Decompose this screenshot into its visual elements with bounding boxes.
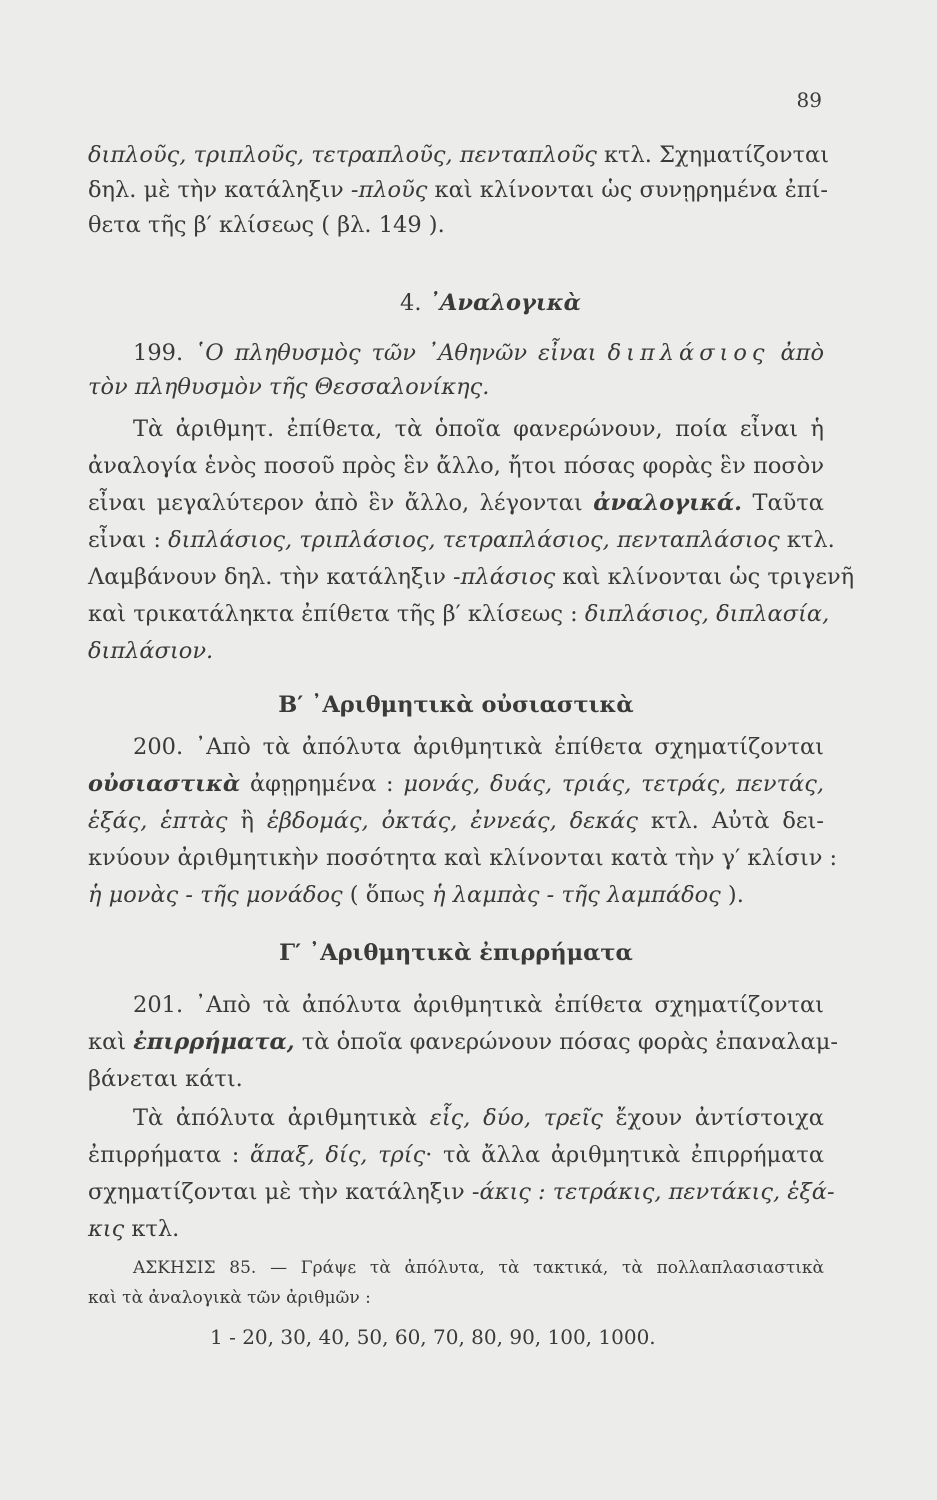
italic-word-list: διπλάσιος, τριπλάσιος, τετραπλάσιος, πενταπλάσιος: [168, 527, 780, 553]
text-line: [88, 562, 855, 592]
text-line: Τὰ ἀριθμητ. ἐπίθετα, τὰ ὁποῖα φανερώνουν, ποία εἶναι ἡ: [133, 416, 824, 442]
section-heading-b: Β′ ᾿Αριθμητικὰ οὐσιαστικὰ: [278, 692, 634, 718]
text-line: [88, 769, 824, 799]
text-span: εἶναι :: [88, 527, 169, 553]
text-line: [88, 880, 824, 910]
text-line: [88, 599, 830, 629]
italic-word-list: -άκις : τετράκις, πεντάκις, ἑξά-: [471, 1179, 835, 1205]
exercise-line: καὶ τὰ ἀναλογικὰ τῶν ἀριθμῶν :: [88, 1288, 371, 1308]
text-span: καὶ τρικατάληκτα ἐπίθετα τῆς β′ κλίσεως :: [88, 601, 585, 627]
italic-suffix: -πλοῦς: [350, 177, 428, 203]
text-span: Τὰ ἀπόλυτα ἀριθμητικὰ: [133, 1105, 430, 1131]
text-line: [88, 1140, 824, 1170]
text-line: κνύουν ἀριθμητικὴν ποσότητα καὶ κλίνονται κατὰ τὴν γ′ κλίσιν :: [88, 845, 838, 871]
paragraph-number: 199.: [133, 340, 195, 366]
text-span: κτλ. Σχηματίζονται: [596, 142, 830, 168]
example-sentence: ῾Ο πληθυσμὸς τῶν ᾿Αθηνῶν εἶναι: [194, 340, 608, 366]
text-span: εἶναι μεγαλύτερον ἀπὸ ἓν ἄλλο, λέγονται: [88, 490, 594, 516]
text-line: [88, 372, 824, 402]
text-span: κτλ. Αὐτὰ δει-: [637, 808, 824, 834]
page-number: 89: [796, 88, 822, 112]
text-line: 201. ᾿Απὸ τὰ ἀπόλυτα ἀριθμητικὰ ἐπίθετα σχηματίζονται: [133, 992, 824, 1018]
text-line: [133, 338, 824, 368]
text-span: ἀφῃρημένα :: [240, 771, 404, 797]
text-line: [88, 525, 835, 555]
exercise-line: ΑΣΚΗΣΙΣ 85. — Γράψε τὰ ἀπόλυτα, τὰ τακτικά, τὰ πολλαπλασιαστικὰ: [133, 1258, 824, 1278]
section-heading-4: [400, 288, 800, 318]
italic-word-list: ἑξάς, ἑπτὰς: [88, 808, 228, 834]
text-span: τὰ ὁποῖα φανερώνουν πόσας φορὰς ἐπαναλαμ-: [294, 1029, 838, 1055]
heading-title: ᾿Αναλογικὰ: [428, 290, 581, 316]
spaced-word: διπλάσιος: [607, 340, 770, 366]
text-span: Λαμβάνουν δηλ. τὴν κατάληξιν: [88, 564, 454, 590]
text-line: [88, 1027, 838, 1057]
text-line: [133, 1103, 824, 1133]
text-line: βάνεται κάτι.: [88, 1066, 243, 1092]
text-span: κτλ.: [124, 1216, 180, 1242]
example-sentence: τὸν πληθυσμὸν τῆς Θεσσαλονίκης.: [88, 374, 490, 400]
italic-word: διπλάσιον.: [88, 638, 214, 664]
text-line: [88, 636, 824, 666]
text-line: 200. ᾿Απὸ τὰ ἀπόλυτα ἀριθμητικὰ ἐπίθετα σχηματίζονται: [133, 734, 824, 760]
text-span: δηλ. μὲ τὴν κατάληξιν: [88, 177, 351, 203]
text-line: [88, 1214, 824, 1244]
italic-word-list: μονάς, δυάς, τριάς, τετράς, πεντάς,: [403, 771, 824, 797]
text-line: [88, 1177, 835, 1207]
italic-word-list: διπλάσιος, διπλασία,: [584, 601, 830, 627]
example-sentence: ἀπὸ: [769, 340, 824, 366]
text-span: Ταῦτα: [741, 490, 824, 516]
italic-word-list: εἷς, δύο, τρεῖς: [429, 1105, 603, 1131]
text-span: καὶ: [88, 1029, 134, 1055]
text-span: ).: [720, 882, 744, 908]
text-span: ἔχουν ἀντίστοιχα: [602, 1105, 824, 1131]
italic-word-list: ἅπαξ, δίς, τρίς: [249, 1142, 426, 1168]
bold-term: οὐσιαστικὰ: [88, 771, 241, 797]
text-span: · τὰ ἄλλα ἀριθμητικὰ ἐπιρρήματα: [425, 1142, 825, 1168]
text-span: ἐπιρρήματα :: [88, 1142, 250, 1168]
text-line: [88, 175, 829, 205]
text-span: καὶ κλίνονται ὡς συνῃρημένα ἐπί-: [427, 177, 829, 203]
bold-term: ἀναλογικά.: [593, 490, 742, 516]
text-span: κτλ.: [779, 527, 835, 553]
section-heading-c: Γ′ ᾿Αριθμητικὰ ἐπιρρήματα: [279, 940, 633, 966]
italic-example: ἡ λαμπὰς - τῆς λαμπάδος: [432, 882, 721, 908]
exercise-numbers: 1 - 20, 30, 40, 50, 60, 70, 80, 90, 100, 1000.: [210, 1325, 656, 1349]
italic-example: ἡ μονὰς - τῆς μονάδος: [88, 882, 343, 908]
heading-number: 4.: [400, 290, 429, 316]
text-span: σχηματίζονται μὲ τὴν κατάληξιν: [88, 1179, 472, 1205]
italic-word: κις: [88, 1216, 125, 1242]
italic-word-list: ἑβδομάς, ὀκτάς, ἐννεάς, δεκάς: [266, 808, 638, 834]
text-line: [88, 488, 824, 518]
bold-term: ἐπιρρήματα,: [133, 1029, 295, 1055]
text-line: θετα τῆς β′ κλίσεως ( βλ. 149 ).: [88, 212, 445, 238]
text-span: καὶ κλίνονται ὡς τριγενῆ: [555, 564, 855, 590]
text-span: ( ὅπως: [342, 882, 433, 908]
text-line: [88, 806, 824, 836]
text-line: ἀναλογία ἑνὸς ποσοῦ πρὸς ἓν ἄλλο, ἤτοι πόσας φορὰς ἓν ποσὸν: [88, 453, 824, 479]
italic-word-list: διπλοῦς, τριπλοῦς, τετραπλοῦς, πενταπλοῦς: [88, 142, 597, 168]
text-span: ἢ: [227, 808, 267, 834]
text-line: [88, 140, 830, 170]
italic-suffix: -πλάσιος: [453, 564, 556, 590]
